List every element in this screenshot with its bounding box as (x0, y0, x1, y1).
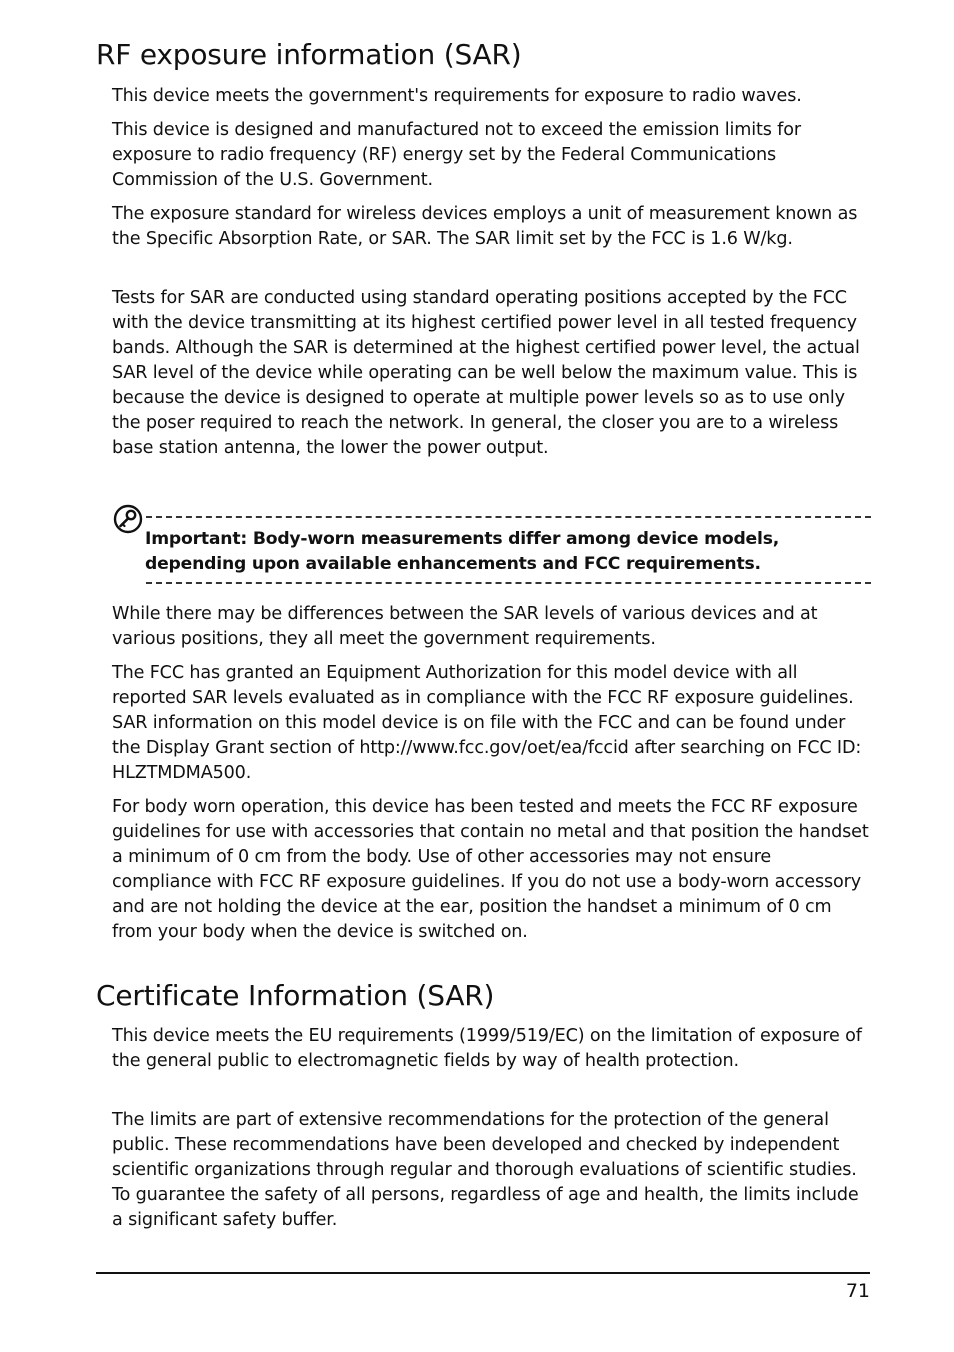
section-title-certificate: Certificate Information (SAR) (96, 979, 495, 1012)
section-title-rf-exposure: RF exposure information (SAR) (96, 38, 522, 71)
page-number: 71 (845, 1280, 870, 1302)
divider-dashed-top (146, 516, 871, 518)
important-note-text: Important: Body-worn measurements differ among device models, depending upon available enhancements and FCC requirements. (145, 529, 780, 574)
paragraph: This device meets the government's requirements for exposure to radio waves. (112, 86, 802, 106)
paragraph: Tests for SAR are conducted using standard operating positions accepted by the FCC with the device transmitting at its highest certified power level in all tested frequency bands. Although the SAR is determined at the highest certified power level, the actual SAR level of the device while operating can be well below the maximum value. This is because the device is designed to operate at multiple power levels so as to use only the poser required to reach the network. In general, the closer you are to a wireless base station antenna, the lower the power output. (112, 288, 860, 458)
paragraph: This device meets the EU requirements (1999/519/EC) on the limitation of exposure of the general public to electromagnetic fields by way of health protection. (112, 1026, 862, 1071)
important-note (112, 500, 872, 592)
paragraph: While there may be differences between the SAR levels of various devices and at various positions, they all meet the government requirements. (112, 604, 818, 649)
paragraph: This device is designed and manufactured not to exceed the emission limits for exposure to radio frequency (RF) energy set by the Federal Communications Commission of the U.S. Government. (112, 120, 801, 190)
paragraph: The limits are part of extensive recommendations for the protection of the general public. These recommendations have been developed and checked by independent scientific organizations through regular and thorough evaluations of scientific studies. To guarantee the safety of all persons, regardless of age and health, the limits include a significant safety buffer. (112, 1110, 859, 1230)
paragraph: The exposure standard for wireless devices employs a unit of measurement known as the Specific Absorption Rate, or SAR. The SAR limit set by the FCC is 1.6 W/kg. (112, 204, 858, 249)
divider-dashed-bottom (146, 582, 871, 584)
footer-rule (96, 1272, 870, 1274)
paragraph: For body worn operation, this device has been tested and meets the FCC RF exposure guidelines for use with accessories that contain no metal and that position the handset a minimum of 0 cm from the body. Use of other accessories may not ensure compliance with FCC RF exposure guidelines. If you do not use a body-worn accessory and are not holding the device at the ear, position the handset a minimum of 0 cm from your body when the device is switched on. (112, 797, 869, 942)
important-icon (112, 503, 144, 535)
paragraph: The FCC has granted an Equipment Authorization for this model device with all reported SAR levels evaluated as in compliance with the FCC RF exposure guidelines. SAR information on this model device is on file with the FCC and can be found under the Display Grant section of http://www.fcc.gov/oet/ea/fccid after searching on FCC ID: HLZTMDMA500. (112, 663, 862, 783)
